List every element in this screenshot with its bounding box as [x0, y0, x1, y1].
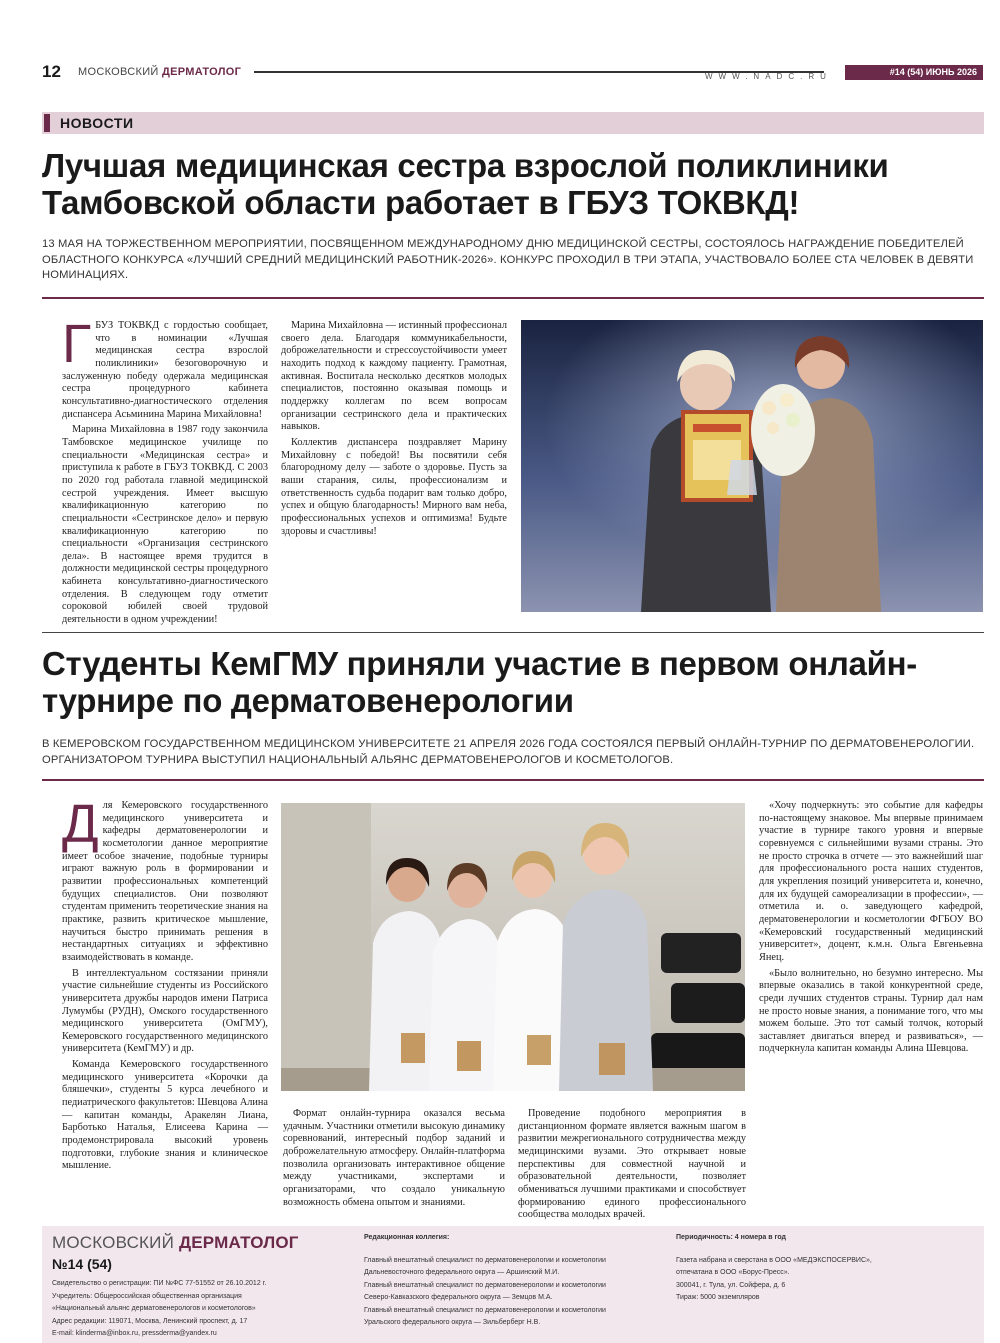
- article1-title: Лучшая медицинская сестра взрослой поликлиники Тамбовской области работает в ГБУЗ ТОКВКД!: [42, 147, 889, 221]
- footer-line: Главный внештатный специалист по дерматовенерологии и косметологии: [364, 1256, 606, 1264]
- footer-line: Северо-Кавказского федерального округа — Земцов М.А.: [364, 1294, 553, 1301]
- section-bar: [42, 112, 984, 134]
- article2-paragraph-4: Формат онлайн-турнира оказался весьма удачным. Участники отметили высокую динамику соревнований, интересный подбор заданий и доброжелательную атмосферу. Онлайн-платформа позволила организовать интерактивное общение между участниками, экспертами и организаторами, что создало уникальную возможность обмена опытом и знаниями.: [283, 1108, 505, 1208]
- footer-line: Дальневосточного федерального округа — Аршинский М.И.: [364, 1269, 560, 1276]
- article1-paragraph-2: Марина Михайловна в 1987 году закончила Тамбовское медицинское училище по специальности «Медицинская сестра» и приступила к работе в ГБУЗ ТОКВКД. С 2003 по 2020 год работала главной медицинской сестрой учреждения. Имеет высшую квалификационную категорию по специальности «Сестринское дело» и первую квалификационную категорию по специальности «Организация сестринского дела». В настоящее время трудится в должности медицинской сестры процедурного кабинета консультативно-диагностического отделения. В следующем году отметит сороковой юбилей своей трудовой деятельности в одном учреждении!: [62, 424, 268, 626]
- article1-column-2: [281, 320, 507, 541]
- article2-title: Студенты КемГМУ приняли участие в первом онлайн-турнире по дерматовенерологии: [42, 645, 917, 719]
- footer-line: отпечатана в ООО «Борус-Пресс».: [676, 1269, 790, 1276]
- footer-editorial-title: Редакционная коллегия:: [364, 1234, 450, 1241]
- article2-column-1: [62, 794, 268, 1176]
- footer-line: Главный внештатный специалист по дерматовенерологии и косметологии: [364, 1306, 606, 1314]
- footer-line: Адрес редакции: 119071, Москва, Ленинский проспект, д. 17: [52, 1317, 248, 1325]
- footer-print-info: [676, 1232, 976, 1305]
- masthead-prefix: МОСКОВСКИЙ: [78, 66, 159, 78]
- article1-paragraph-4: Коллектив диспансера поздравляет Марину Михайловну с победой! Вы посвятили себя благородному делу — заботе о здоровье. Пусть за ваши старания, силы, профессионализм и ответственность судьба подарит вам только добро, успех и общую благодарность! Мирного вам неба, профессиональных успехов и оптимизма! Будьте здоровы и счастливы!: [281, 436, 507, 537]
- article2-paragraph-1: ля Кемеровского государственного медицинского университета и кафедры дерматовенерологии и косметологии данное мероприятие имеет особое значение, подобные турниры играют важную роль в формировании и развитии профессиональных компетенций будущих специалистов. Они позволяют студентам применить теоретические знания на практике, развить критическое мышление, научиться быстро принимать решения в нестандартных ситуациях и эффективно взаимодействовать в команде.: [62, 800, 268, 963]
- article1-column-1: [62, 314, 268, 630]
- section-label: НОВОСТИ: [60, 115, 134, 131]
- footer-line: Газета набрана и сверстана в ООО «МЕДЭКСПОСЕРВИС»,: [676, 1256, 872, 1264]
- award-photo: [521, 320, 983, 612]
- footer-editorial-board: [364, 1232, 664, 1330]
- article2-column-4: [759, 800, 983, 1059]
- article2-dropcap: Д: [62, 794, 99, 854]
- students-photo: [281, 803, 745, 1091]
- footer-brand-name: ДЕРМАТОЛОГ: [178, 1233, 299, 1252]
- article2-paragraph-3: Команда Кемеровского государственного медицинского университета «Корочки да бляшечки», студенты 5 курса лечебного и педиатрического факультетов: Шевцова Алина — капитан команды, Аракелян Лиана, Барботько Наталья, Елисеева Карина — продемонстрировала высокий уровень подготовки, глубокие знания и клиническое мышление.: [62, 1059, 268, 1172]
- footer-line: Учредитель: Общероссийская общественная организация: [52, 1292, 242, 1300]
- section-marker: [44, 114, 50, 132]
- article1-dropcap: Г: [62, 314, 92, 374]
- footer-line: Тираж: 5000 экземпляров: [676, 1294, 760, 1301]
- article2-paragraph-5: Проведение подобного мероприятия в дистанционном формате является важным шагом в развитии межрегионального сотрудничества между медицинскими вузами. Это открывает новые перспективы для совместной научной и образовательной деятельности, позволяет обмениваться лучшими практиками и способствует формированию единого профессионального сообщества молодых врачей.: [518, 1108, 746, 1221]
- article1-paragraph-3: Марина Михайловна — истинный профессионал своего дела. Благодаря коммуникабельности, доброжелательности и стрессоустойчивости умеет находить подход к каждому пациенту. Грамотная, активная. Воспитала несколько десятков молодых специалистов, постоянно оказывая помощь и поддержку коллегам по всем вопросам организации сестринского дела и практических навыков.: [281, 320, 508, 433]
- site-url: WWW.NADC.RU: [705, 72, 832, 81]
- article2-paragraph-6: «Хочу подчеркнуть: это событие для кафедры по-настоящему знаковое. Мы впервые принимаем участие в турнире такого уровня и впервые соревнуемся с сильнейшими вузами страны. Это не просто строчка в отчете — это важнейший шаг для профессионального роста наших студентов, для укрепления позиций университета и, конечно, для их будущей самореализации в профессии», — отметила и. о. заведующего кафедрой, дерматовенерологии и косметологии ФГБОУ ВО «Кемеровский государственный медицинский университет», доцент, к.м.н. Ольга Евгеньевна Янец.: [759, 800, 983, 963]
- masthead: [78, 66, 241, 78]
- article2-paragraph-2: В интеллектуальном состязании приняли участие сильнейшие студенты из Российского университета дружбы народов имени Патриса Лумумбы (РУДН), Омского государственного медицинского университета (ОмГМУ), Кемеровского государственного медицинского университета (КемГМУ) и др.: [62, 967, 268, 1055]
- article-separator: [42, 632, 984, 633]
- footer-line: Уральского федерального округа — Зильберберг Н.В.: [364, 1319, 541, 1326]
- footer-line: «Национальный альянс дерматовенерологов и косметологов»: [52, 1305, 256, 1312]
- footer-brand: [52, 1233, 299, 1253]
- footer-periodicity: Периодичность: 4 номера в год: [676, 1234, 786, 1241]
- article1-lead: 13 МАЯ НА ТОРЖЕСТВЕННОМ МЕРОПРИЯТИИ, ПОСВЯЩЕННОМ МЕЖДУНАРОДНОМУ ДНЮ МЕДИЦИНСКОЙ СЕСТРЫ, СОСТОЯЛОСЬ НАГРАЖДЕНИЕ ПОБЕДИТЕЛЕЙ ОБЛАСТНОГО КОНКУРСА «ЛУЧШИЙ СРЕДНИЙ МЕДИЦИНСКИЙ РАБОТНИК-2026». КОНКУРС ПРОХОДИЛ В ТРИ ЭТАПА, УЧАСТВОВАЛО БОЛЕЕ СТА ЧЕЛОВЕК В ДЕВЯТИ НОМИНАЦИЯХ.: [42, 238, 974, 281]
- footer-line: Главный внештатный специалист по дерматовенерологии и косметологии: [364, 1281, 606, 1289]
- footer-line: 300041, г. Тула, ул. Сойфера, д. 6: [676, 1281, 786, 1289]
- footer-line: E-mail: klinderma@inbox.ru, pressderma@yandex.ru: [52, 1330, 217, 1337]
- issue-badge: #14 (54) ИЮНЬ 2026: [845, 65, 983, 80]
- footer-brand-prefix: МОСКОВСКИЙ: [52, 1233, 174, 1252]
- footer-line: Свидетельство о регистрации: ПИ №ФС 77-51552 от 26.10.2012 г.: [52, 1280, 267, 1287]
- footer-registration: [52, 1278, 342, 1341]
- article2-paragraph-7: «Было волнительно, но безумно интересно. Мы впервые оказались в такой конкурентной среде, среди лучших студентов страны. Турнир дал нам не просто новые знания, а понимание того, что мы можем больше. Это тот самый толчок, который заставляет двигаться вперед и развиваться», — подчеркнула капитан команды Алина Шевцова.: [759, 967, 983, 1055]
- article2-rule: [42, 779, 984, 781]
- page-number: 12: [42, 62, 61, 81]
- article1-paragraph-1: БУЗ ТОКВКД с гордостью сообщает, что в номинации «Лучшая медицинская сестра взрослой поликлиники» безоговорочную и заслуженную победу одержала медицинская сестра процедурного кабинета консультативно-диагностического отделения диспансера Асьминина Марина Михайловна!: [62, 320, 268, 420]
- article1-rule: [42, 297, 984, 299]
- article2-column-2: [283, 1108, 505, 1212]
- article2-lead: В КЕМЕРОВСКОМ ГОСУДАРСТВЕННОМ МЕДИЦИНСКОМ УНИВЕРСИТЕТЕ 21 АПРЕЛЯ 2026 ГОДА СОСТОЯЛСЯ ПЕРВЫЙ ОНЛАЙН-ТУРНИР ПО ДЕРМАТОВЕНЕРОЛОГИИ. ОРГАНИЗАТОРОМ ТУРНИРА ВЫСТУПИЛ НАЦИОНАЛЬНЫЙ АЛЬЯНС ДЕРМАТОВЕНЕРОЛОГОВ И КОСМЕТОЛОГОВ.: [42, 738, 975, 766]
- article2-column-3: [518, 1108, 746, 1225]
- footer-issue: №14 (54): [52, 1256, 112, 1272]
- masthead-brand: ДЕРМАТОЛОГ: [162, 66, 242, 78]
